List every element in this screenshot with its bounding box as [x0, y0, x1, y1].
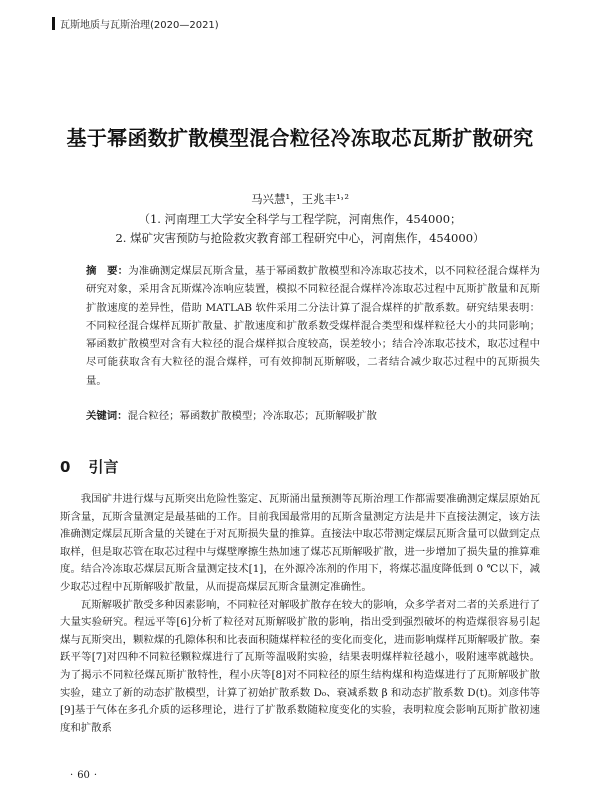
abstract — [86, 262, 540, 390]
abstract-text: 为准确测定煤层瓦斯含量，基于幂函数扩散模型和冷冻取芯技术，以不同粒径混合煤样为研究对象，采用含瓦斯煤冷冻响应装置，模拟不同粒径混合煤样冷冻取芯过程中瓦斯扩散量和瓦斯扩散速度的差异性，借助 MATLAB 软件采用二分法计算了混合煤样的扩散系数。研究结果表明：不同粒径混合煤样瓦斯扩散量、扩散速度和扩散系数受煤样混合类型和煤样粒径大小的共同影响；幂函数扩散模型对含有大粒径的混合煤样拟合度较高，误差较小；结合冷冻取芯技术，取芯过程中尽可能获取含有大粒径的混合煤样，可有效抑制瓦斯解吸，二者结合减少取芯过程中的瓦斯损失量。 — [86, 265, 540, 387]
section-number: 0 — [60, 458, 71, 476]
page-number: 60 — [77, 770, 90, 781]
journal-name: 瓦斯地质与瓦斯治理(2020—2021) — [60, 20, 219, 31]
paragraph: 瓦斯解吸扩散受多种因素影响，不同粒径对解吸扩散存在较大的影响，众多学者对二者的关系进行了大量实验研究。程远平等[6]分析了粒径对瓦斯解吸扩散的影响，指出受到强烈破坏的构造煤很容易引起煤与瓦斯突出，颗粒煤的孔隙体积和比表面积随煤样粒径的变化而变化，进而影响煤样瓦斯解吸扩散。秦跃平等[7]对四种不同粒径颗粒煤进行了瓦斯等温吸附实验，结果表明煤样粒径越小，吸附速率就越快。为了揭示不同粒径煤瓦斯扩散特性，程小庆等[8]对不同粒径的原生结构煤和构造煤进行了瓦斯解吸扩散实验，建立了新的动态扩散模型，计算了初始扩散系数 D₀、衰减系数 β 和动态扩散系数 D(t)。刘彦伟等[9]基于气体在多孔介质的运移理论，进行了扩散系数随粒度变化的实验，表明粒度会影响瓦斯扩散初速度和扩散系 — [60, 598, 540, 734]
affiliations — [0, 210, 600, 248]
body-text — [60, 491, 540, 737]
footer-dot: · — [93, 770, 98, 781]
abstract-label: 摘 要： — [86, 265, 129, 277]
section-title: 引言 — [88, 458, 119, 476]
paragraph: 我国矿井进行煤与瓦斯突出危险性鉴定、瓦斯涌出量预测等瓦斯治理工作都需要准确测定煤层原始瓦斯含量，瓦斯含量测定是最基础的工作。目前我国最常用的瓦斯含量测定方法是井下直接法测定，该方法准确测定煤层瓦斯含量的关键在于对瓦斯损失量的推算。直接法中取芯带测定煤层瓦斯含量可以做到定点取样，但是取芯管在取芯过程中与煤壁摩擦生热加速了煤芯瓦斯解吸扩散，进一步增加了损失量的推算难度。结合冷冻取芯煤层瓦斯含量测定技术[1]，在外源冷冻剂的作用下，将煤芯温度降低到 0 ℃以下，减少取芯过程中瓦斯解吸扩散量，从而提高煤层瓦斯含量测定准确性。 — [60, 493, 540, 593]
keywords-label: 关键词： — [86, 410, 128, 422]
keywords-text: 混合粒径；幂函数扩散模型；冷冻取芯；瓦斯解吸扩散 — [127, 410, 377, 422]
section-heading — [60, 456, 118, 477]
header-bar — [52, 17, 55, 30]
authors: 马兴慧¹，王兆丰¹˒² — [251, 192, 349, 206]
running-header — [52, 16, 219, 31]
affiliation-2: 2. 煤矿灾害预防与抢险救灾教育部工程研究中心，河南焦作，454000） — [115, 231, 485, 245]
affiliation-1: （1. 河南理工大学安全科学与工程学院，河南焦作，454000； — [138, 212, 462, 226]
paper-title: 基于幂函数扩散模型混合粒径冷冻取芯瓦斯扩散研究 — [66, 126, 534, 150]
keywords — [86, 408, 540, 424]
footer-dot: · — [70, 770, 74, 781]
page-footer — [70, 770, 97, 781]
